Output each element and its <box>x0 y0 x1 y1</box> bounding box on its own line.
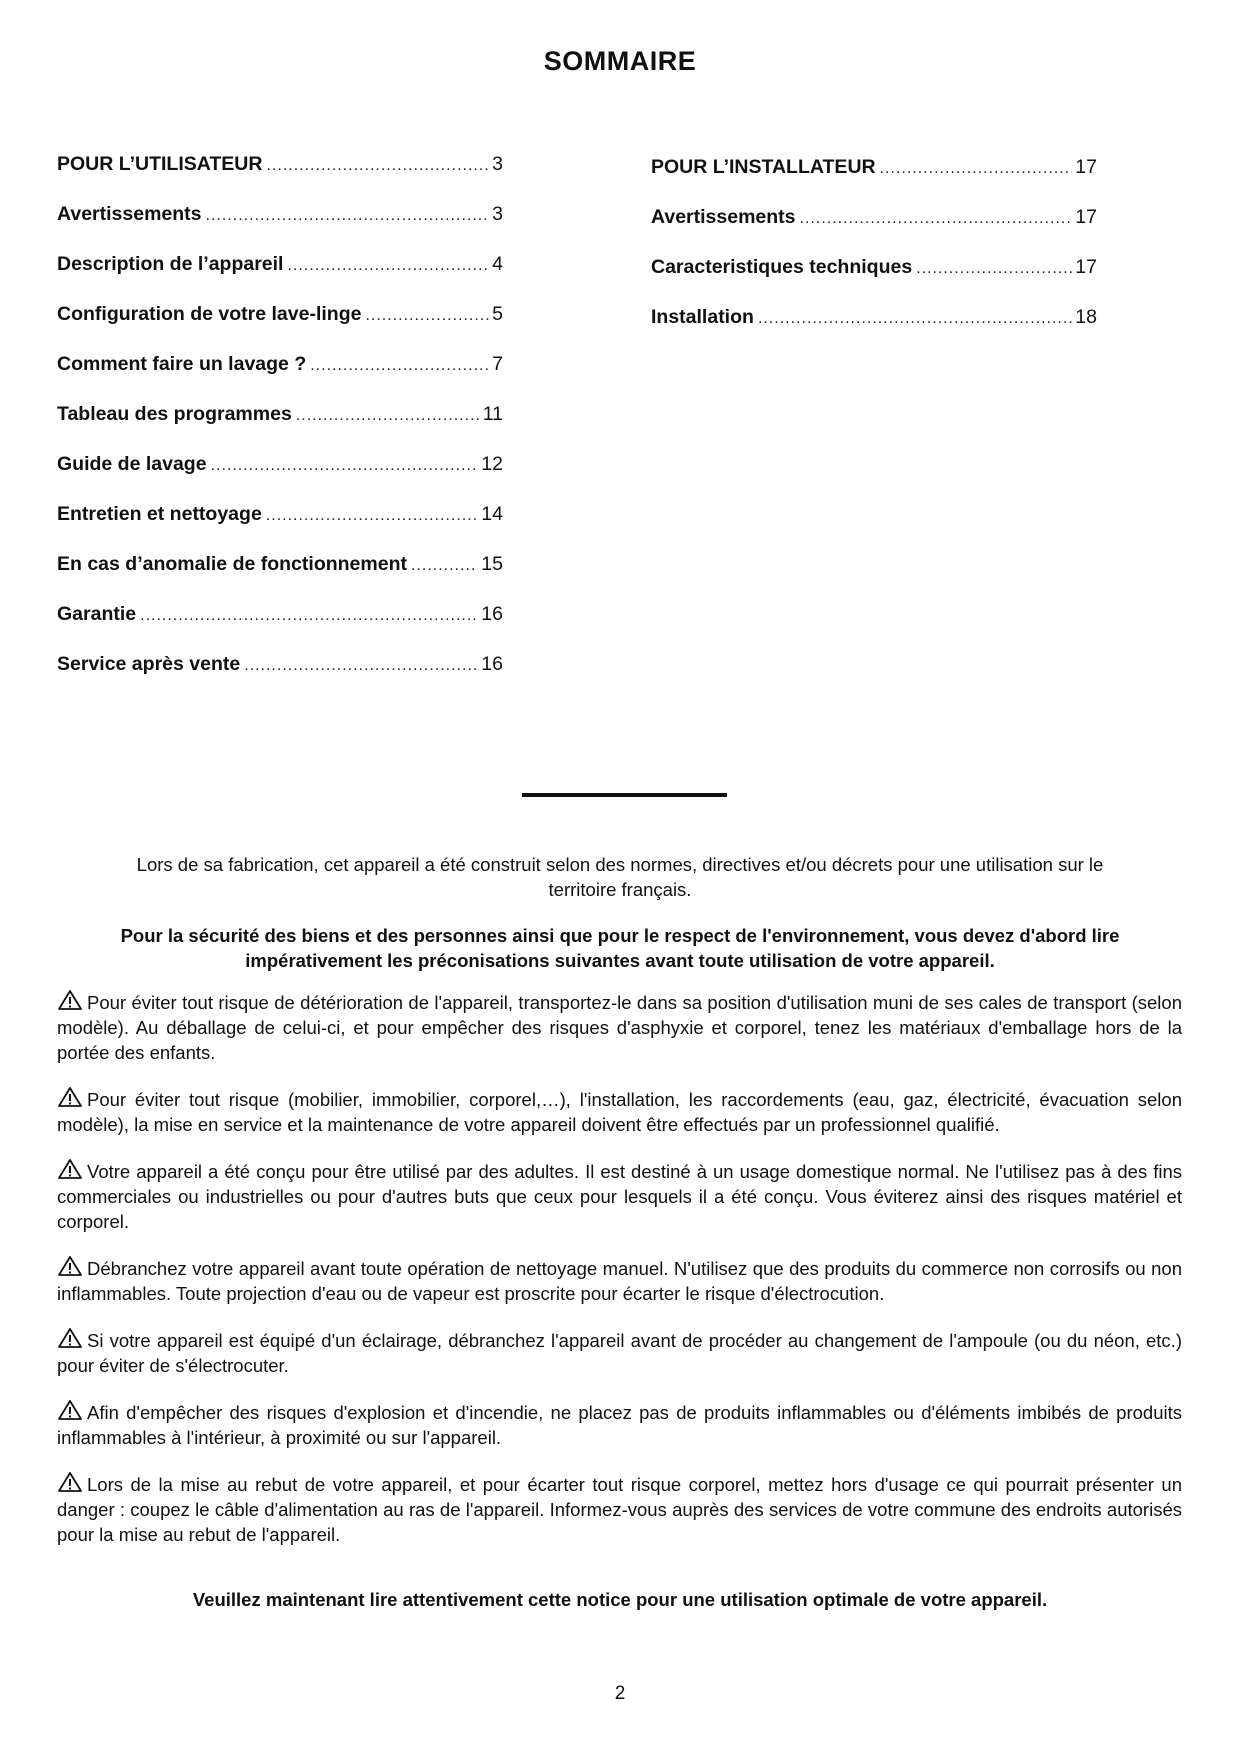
warning-item <box>57 1327 1182 1378</box>
toc-page: 14 <box>481 503 503 525</box>
toc-label: Avertissements <box>57 203 202 225</box>
toc-entry <box>57 552 503 602</box>
closing-note: Veuillez maintenant lire attentivement cette notice pour une utilisation optimale de votre appareil. <box>192 1589 1048 1610</box>
warning-item <box>57 1255 1182 1306</box>
toc-entry <box>57 602 503 652</box>
toc-leader <box>880 157 1073 181</box>
warning-triangle-icon <box>57 1158 83 1180</box>
toc-leader <box>365 304 489 328</box>
toc-leader <box>916 257 1072 281</box>
toc-label: Guide de lavage <box>57 453 207 475</box>
warning-text: Pour éviter tout risque (mobilier, immobilier, corporel,…), l'installation, les raccordements (eau, gaz, électricité, évacuation selon modèle), la mise en service et la maintenance de votre appareil doivent être effectués par un professionnel qualifié. <box>57 1089 1182 1135</box>
warning-triangle-icon <box>57 1255 83 1277</box>
toc-entry <box>651 205 1097 255</box>
toc-label: Configuration de votre lave-linge <box>57 303 362 325</box>
toc-page: 16 <box>481 653 503 675</box>
page-title: SOMMAIRE <box>543 46 697 76</box>
toc-entry <box>57 502 503 552</box>
warning-item <box>57 1399 1182 1450</box>
toc-user-section <box>57 152 503 702</box>
toc-entry <box>57 252 503 302</box>
intro-paragraph: Lors de sa fabrication, cet appareil a été construit selon des normes, directives et/ou décrets pour une utilisation sur le territoire français. <box>136 854 1104 900</box>
warning-text: Afin d'empêcher des risques d'explosion et d'incendie, ne placez pas de produits inflammables ou d'éléments imbibés de produits inflammables à l'intérieur, à proximité ou sur l'appareil. <box>57 1402 1182 1448</box>
toc-label: Service après vente <box>57 653 241 675</box>
warning-text: Débranchez votre appareil avant toute opération de nettoyage manuel. N'utilisez que des produits du commerce non corrosifs ou non inflammables. Toute projection d'eau ou de vapeur est proscrite pour écarter le risque d'électrocution. <box>57 1258 1182 1304</box>
toc-entry <box>57 202 503 252</box>
toc-label: Installation <box>651 306 754 328</box>
toc-label: POUR L’UTILISATEUR <box>57 153 263 175</box>
warning-text: Lors de la mise au rebut de votre appareil, et pour écarter tout risque corporel, mettez hors d'usage ce qui pourrait présenter un danger : coupez le câble d'alimentation au ras de l'appareil. Informez-vous auprès des services de votre commune des endroits autorisés pour la mise au rebut de l'appareil. <box>57 1474 1182 1545</box>
toc-page: 3 <box>492 203 503 225</box>
toc-page: 11 <box>482 403 503 425</box>
toc-entry <box>57 302 503 352</box>
toc-entry <box>651 255 1097 305</box>
toc-entry <box>57 352 503 402</box>
warning-triangle-icon <box>57 989 83 1011</box>
toc-leader <box>800 207 1073 231</box>
safety-notice: Pour la sécurité des biens et des personnes ainsi que pour le respect de l'environnement, vous devez d'abord lire impérativement les préconisations suivantes avant toute utilisation de votre appareil. <box>120 925 1120 971</box>
toc-leader <box>266 504 479 528</box>
toc-label: En cas d’anomalie de fonctionnement <box>57 553 407 575</box>
toc-leader <box>211 454 479 478</box>
toc-leader <box>244 654 478 678</box>
toc-page: 5 <box>492 303 503 325</box>
toc-label: Comment faire un lavage ? <box>57 353 307 375</box>
warning-text: Votre appareil a été conçu pour être utilisé par des adultes. Il est destiné à un usage domestique normal. Ne l'utilisez pas à des fins commerciales ou industrielles ou pour d'autres buts que ceux pour lesquels il a été conçu. Vous éviterez ainsi des risques matériel et corporel. <box>57 1161 1182 1232</box>
toc-installer-section <box>651 155 1097 355</box>
warning-item <box>57 1158 1182 1234</box>
toc-label: Caracteristiques techniques <box>651 256 913 278</box>
toc-leader <box>411 554 478 578</box>
toc-label: Garantie <box>57 603 137 625</box>
toc-entry <box>651 305 1097 355</box>
toc-label: Tableau des programmes <box>57 403 292 425</box>
warning-triangle-icon <box>57 1327 83 1349</box>
warning-item <box>57 1471 1182 1547</box>
toc-entry <box>57 402 503 452</box>
toc-leader <box>206 204 490 228</box>
warnings-list <box>57 989 1182 1568</box>
toc-leader <box>758 307 1072 331</box>
toc-leader <box>140 604 478 628</box>
toc-label: Entretien et nettoyage <box>57 503 262 525</box>
warning-triangle-icon <box>57 1471 83 1493</box>
warning-item <box>57 989 1182 1065</box>
toc-page: 15 <box>481 553 503 575</box>
toc-entry <box>57 652 503 702</box>
toc-leader <box>287 254 489 278</box>
section-divider <box>522 793 727 797</box>
toc-entry <box>651 155 1097 205</box>
toc-page: 17 <box>1075 206 1097 228</box>
toc-entry <box>57 452 503 502</box>
toc-page: 12 <box>481 453 503 475</box>
warning-text: Si votre appareil est équipé d'un éclairage, débranchez l'appareil avant de procéder au changement de l'ampoule (ou du néon, etc.) pour éviter de s'électrocuter. <box>57 1330 1182 1376</box>
toc-page: 7 <box>492 353 503 375</box>
warning-text: Pour éviter tout risque de détérioration de l'appareil, transportez-le dans sa position d'utilisation muni de ses cales de transport (selon modèle). Au déballage de celui-ci, et pour empêcher des risques d'asphyxie et corporel, tenez les matériaux d'emballage hors de la portée des enfants. <box>57 992 1182 1063</box>
toc-page: 3 <box>492 153 503 175</box>
toc-leader <box>310 354 489 378</box>
toc-label: POUR L’INSTALLATEUR <box>651 156 876 178</box>
warning-item <box>57 1086 1182 1137</box>
page-number: 2 <box>614 1683 626 1704</box>
warning-triangle-icon <box>57 1086 83 1108</box>
toc-page: 17 <box>1075 156 1097 178</box>
toc-label: Description de l’appareil <box>57 253 284 275</box>
warning-triangle-icon <box>57 1399 83 1421</box>
toc-leader <box>296 404 480 428</box>
toc-page: 17 <box>1075 256 1097 278</box>
toc-page: 18 <box>1075 306 1097 328</box>
toc-page: 16 <box>481 603 503 625</box>
toc-page: 4 <box>492 253 503 275</box>
toc-label: Avertissements <box>651 206 796 228</box>
toc-leader <box>266 154 489 178</box>
toc-entry <box>57 152 503 202</box>
